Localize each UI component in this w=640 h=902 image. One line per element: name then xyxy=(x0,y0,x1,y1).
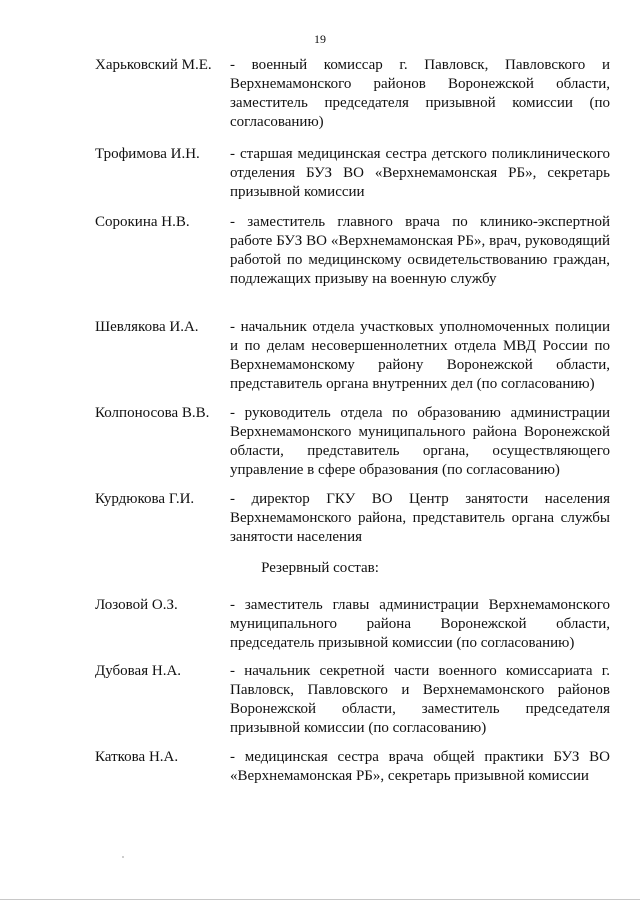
page-bottom-edge xyxy=(0,899,640,900)
page-number: 19 xyxy=(314,32,326,46)
member-role: - руководитель отдела по образованию администрации Верхнемамонского муниципального района Воронежской области, представитель органа, осуществляющего управление в сфере образования (по согласованию) xyxy=(230,405,610,478)
member-name: Курдюкова Г.И. xyxy=(95,491,195,507)
member-name: Каткова Н.А. xyxy=(95,749,179,765)
member-name: Лозовой О.З. xyxy=(95,597,178,613)
member-role: - военный комиссар г. Павловск, Павловского и Верхнемамонского районов Воронежской области, заместитель председателя призывной комиссии (по согласованию) xyxy=(230,57,610,130)
member-role: - старшая медицинская сестра детского поликлинического отделения БУЗ ВО «Верхнемамонская РБ», секретарь призывной комиссии xyxy=(230,146,610,200)
scan-speck xyxy=(122,856,124,858)
member-role: - директор ГКУ ВО Центр занятости населения Верхнемамонского района, представитель органа службы занятости населения xyxy=(230,491,610,545)
member-role: - медицинская сестра врача общей практики БУЗ ВО «Верхнемамонская РБ», секретарь призывной комиссии xyxy=(230,749,610,784)
member-name: Сорокина Н.В. xyxy=(95,214,190,230)
member-name: Колпоносова В.В. xyxy=(95,405,210,421)
member-role: - начальник отдела участковых уполномоченных полиции и по делам несовершеннолетних отдела МВД России по Верхнемамонскому району Воронежской области, представитель органа внутренних дел (по согласованию) xyxy=(230,319,610,392)
member-name: Харьковский М.Е. xyxy=(95,57,212,73)
member-role: - начальник секретной части военного комиссариата г. Павловск, Павловского и Верхнемамонского районов Воронежской области, заместитель председателя призывной комиссии (по согласованию) xyxy=(230,663,610,736)
member-name: Дубовая Н.А. xyxy=(95,663,182,679)
member-role: - заместитель главы администрации Верхнемамонского муниципального района Воронежской области, председатель призывной комиссии (по согласованию) xyxy=(230,597,610,651)
member-name: Трофимова И.Н. xyxy=(95,146,200,162)
member-name: Шевлякова И.А. xyxy=(95,319,199,335)
reserve-section-title: Резервный состав: xyxy=(261,560,379,576)
member-role: - заместитель главного врача по клинико-экспертной работе БУЗ ВО «Верхнемамонская РБ», врач, руководящий работой по медицинскому освидетельствованию граждан, подлежащих призыву на военную службу xyxy=(230,214,610,287)
